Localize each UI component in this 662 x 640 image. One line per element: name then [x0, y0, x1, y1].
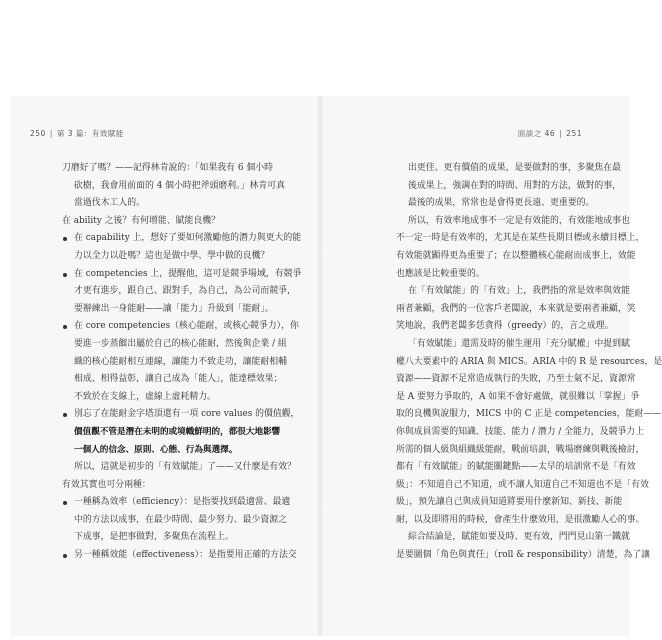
left-body-text: [62, 160, 302, 565]
right-body-text: [396, 160, 662, 565]
text-line: 是要圖個「角色與責任」（roll & responsibility）清楚，為了讓: [396, 550, 650, 561]
right-running-head: [518, 128, 582, 139]
text-line: 價值觀不管是潛在未明的或境幟鮮明的，都很大地影響: [74, 426, 281, 437]
right-page-number: 251: [566, 129, 582, 138]
bullet-line: 一種稱為效率（efficiency）：是指要找到最適當、最適: [62, 494, 294, 512]
text-line: 最後的成果，常常也是會得更長遠、更重要的。: [408, 198, 595, 209]
text-line: 資源——資源不足常造成執行的失敗，乃至士氣不足，資源常: [396, 374, 636, 385]
text-line: 耐，以及即將用的時候，會產生什麼效用，是很激勵人心的事。: [396, 514, 645, 525]
text-line: 所以，這就是初步的「有效賦能」了——又什麼是有效？: [74, 462, 296, 473]
text-line: 一個人的信念、原則、心態、行為與選擇。: [74, 444, 238, 455]
text-line: 在 ability 之後？有何增能、賦能良機？: [62, 215, 220, 226]
text-line: 下成事，是把事做對，多聚焦在流程上。: [74, 532, 234, 543]
text-line: 綜合結論是，賦能如要及時、更有效，門門見山第一鐵就: [408, 532, 630, 543]
left-page-number: 250: [30, 129, 46, 138]
text-line: 相成、相得益彰，讓自己成為「能人」，能達標效果；: [74, 374, 283, 385]
bullet-line: 在 competencies 上，提醒他，這可是競爭場域，有競爭: [62, 266, 294, 284]
text-line: 當過伐木工人的。: [74, 198, 145, 209]
text-line: 刀磨好了嗎？——記得林肯說的：「如果我有 6 個小時: [62, 163, 273, 173]
text-line: 後成果上，強調在對的時間、用對的方法，做對的事，: [408, 180, 621, 191]
text-line: 所以，有效率地成事不一定是有效能的，有效能地成事也: [408, 215, 630, 226]
text-line: 有效能就顯得更為重要了；在以整體核心能耐而成事上，效能: [396, 250, 636, 261]
bullet-line: 在 core competencies（核心能耐，或核心競爭力），你: [62, 318, 294, 336]
text-line: 有效其實也可分兩種：: [62, 479, 151, 490]
bullet-line: 別忘了在能耐金字塔頂還有一項 core values 的價值觀，: [62, 406, 294, 424]
text-line: 不一定一時是有效率的，尤其是在某些長期目標或永續目標上，: [396, 233, 645, 244]
text-line: 是 A 要努力爭取的，A 如果不會好處做，就很難以「掌握」爭: [396, 391, 640, 402]
text-line: 砍樹，我會用前面的 4 個小時把斧頭磨利。」林肯可真: [74, 180, 285, 191]
header-separator: |: [559, 129, 563, 138]
text-line: 級」，預先讓自己與成員知道將要用什麼新知、新技、新能: [396, 497, 623, 508]
left-section-title: 第 3 篇：有效賦能: [56, 129, 124, 138]
text-line: 才更有進步，跟自己、跟對手，為自己，為公司而競爭，: [74, 286, 296, 297]
text-line: 力以全力以赴嗎？這也是做中學、學中做的良機？: [74, 250, 270, 261]
text-line: 笑地說，我們老闆多恁貪得（greedy）的，言之成理。: [396, 321, 614, 332]
text-line: 在「有效賦能」的「有效」上，我們指的常是效率與效能: [408, 286, 630, 297]
text-line: 也應該是比較重要的。: [396, 268, 485, 279]
text-line: 要辦練出一身能耐——讓「能力」升級到「能耐」。: [74, 303, 274, 314]
text-line: 出更佳、更有價值的成果，是要做對的事，多聚焦在最: [408, 163, 621, 173]
text-line: 不致於在支線上，虛線上虛耗精力。: [74, 391, 216, 402]
text-line: 要進一步蒸餾出屬於自己的核心能耐，然後與企業 / 組: [74, 338, 287, 349]
text-line: 「有效賦能」還需及時的催生運用「充分賦權」中提到賦: [408, 338, 630, 349]
text-line: 都有「有效賦能」的賦能關鍵點——太早的培訓常不是「有效: [396, 462, 636, 473]
text-line: 織的核心能耐相互連線，讓能力不致走功，讓能耐相輔: [74, 356, 287, 367]
text-line: 所需的個人級與組織級能耐，戰前培訓，戰場磨練與戰後檢討，: [396, 444, 645, 455]
right-chapter-title: 面談之 46: [517, 129, 556, 138]
text-line: 你與成員需要的知識、技能、能力 / 潛力 / 全能力，及競爭力上: [396, 426, 645, 437]
text-line: 級」：不知道自己不知道，或不讓人知道自己不知道也不是「有效: [396, 479, 649, 490]
text-line: 取的良機與說服力，MICS 中的 C 正是 competencies，能耐——: [396, 409, 662, 420]
header-separator: |: [49, 129, 53, 138]
text-line: 中的方法以成事，在最少時間、最少努力、最少資源之: [74, 514, 287, 525]
text-line: 兩者兼顧，我們的一位客戶老闆說，本來就是要兩者兼顧，笑: [396, 303, 636, 314]
left-running-head: [30, 128, 124, 139]
bullet-line: 在 capability 上，想好了要如何激勵他的潛力與更大的能: [62, 230, 294, 248]
bullet-line: 另一種稱效能（effectiveness）：是指要用正確的方法交: [62, 547, 294, 565]
text-line: 權八大要素中的 ARIA 與 MICS。ARIA 中的 R 是 resources，是: [396, 356, 662, 367]
